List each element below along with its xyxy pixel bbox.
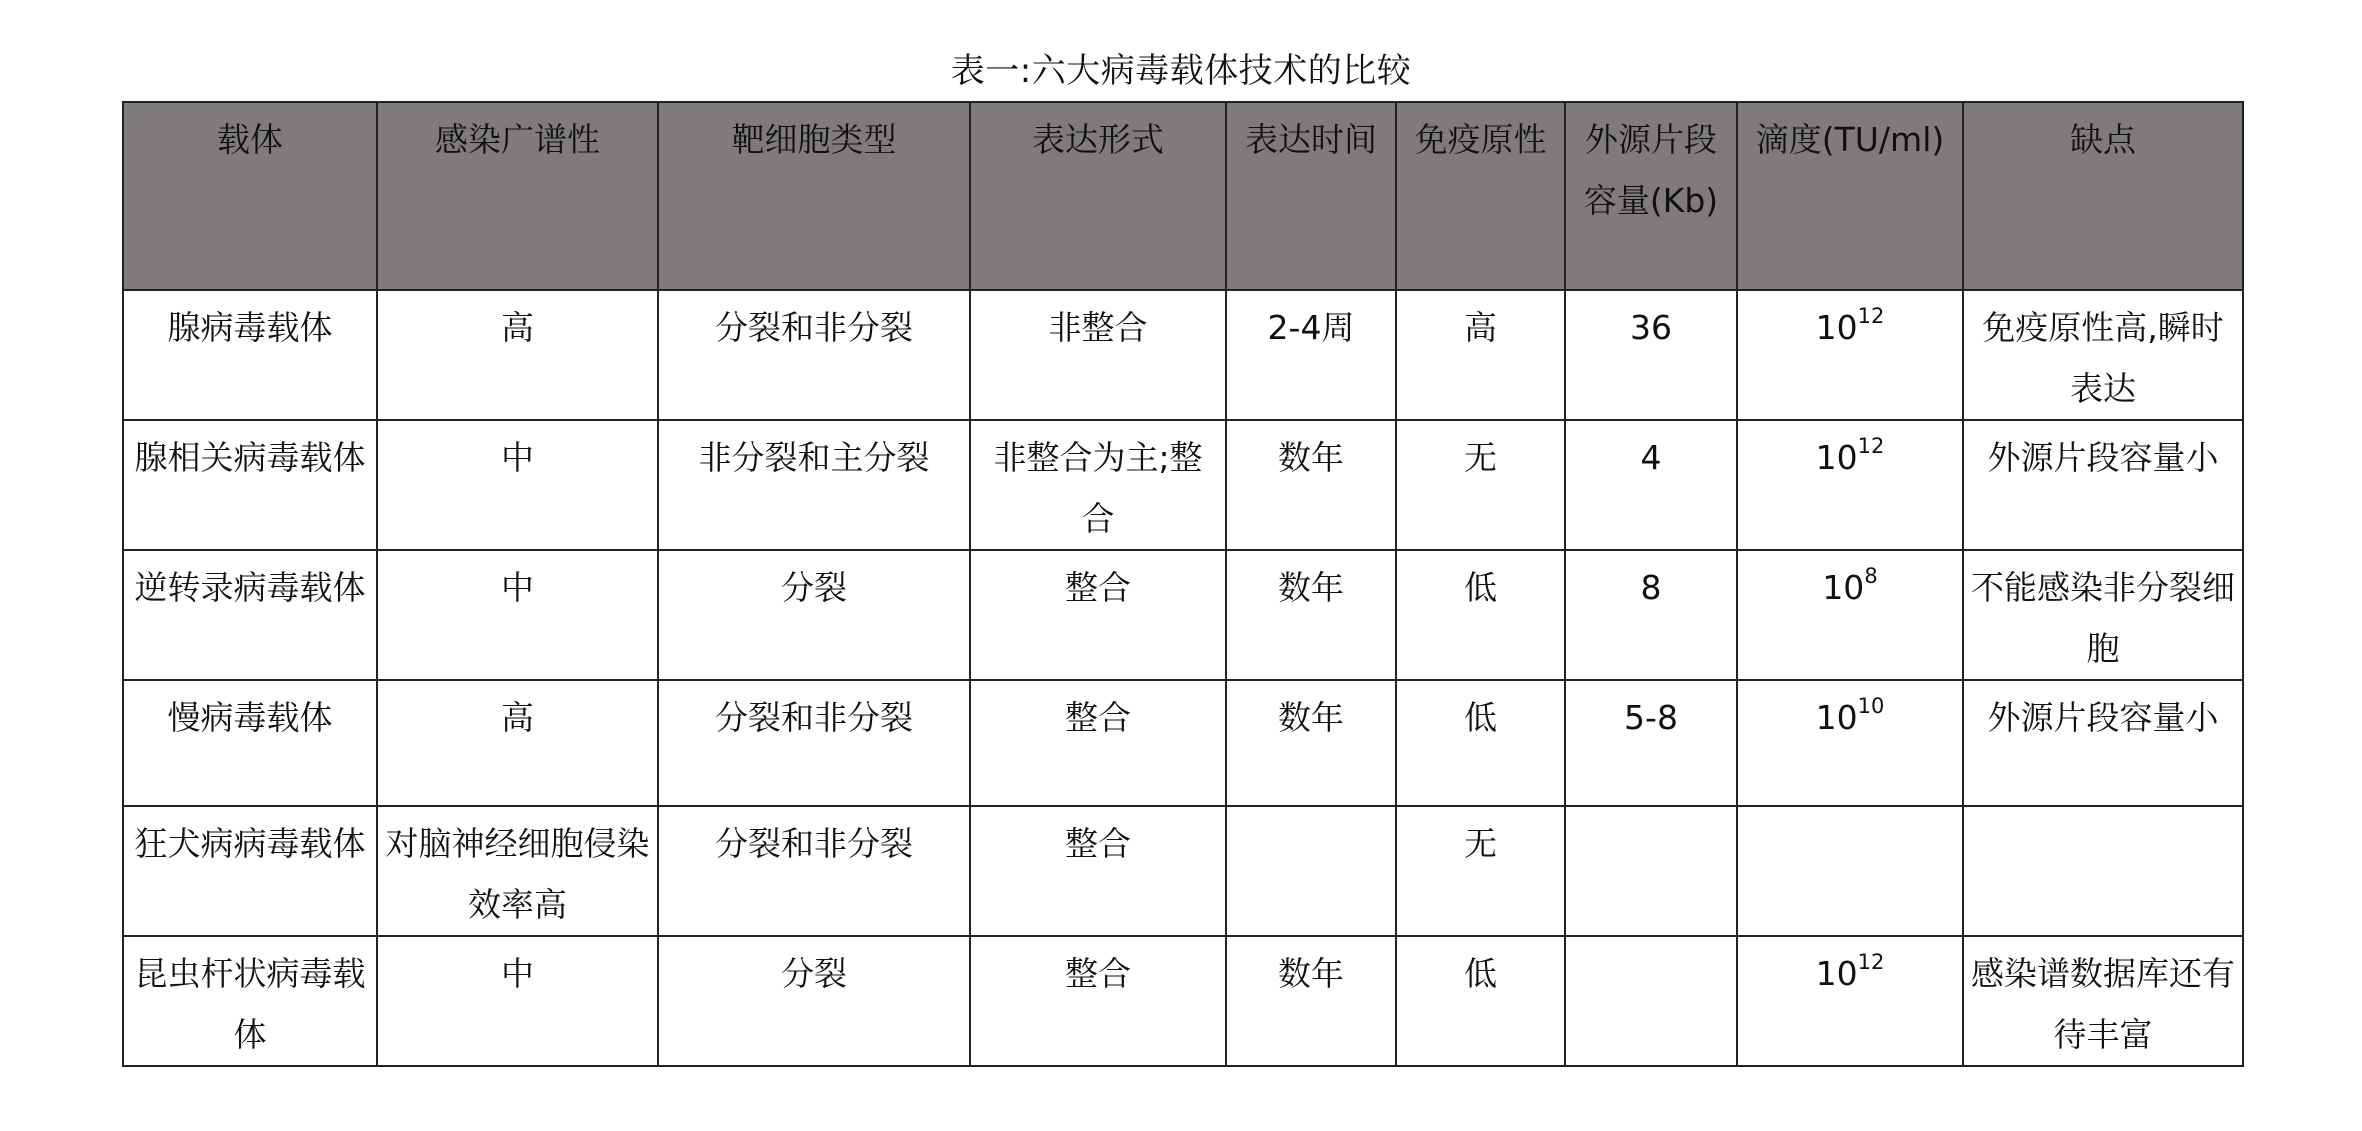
cell-titer [1737,290,1963,420]
titer-base: 10 [1815,954,1858,993]
cell-breadth: 中 [377,936,658,1066]
cell-capacity [1565,806,1737,936]
cell-expression: 非整合为主;整合 [970,420,1226,550]
titer-base: 10 [1815,698,1858,737]
cell-capacity: 36 [1565,290,1737,420]
cell-immunogenicity: 无 [1396,420,1565,550]
header-cell-titer: 滴度(TU/ml) [1737,102,1963,290]
cell-immunogenicity: 低 [1396,936,1565,1066]
header-cell-drawback: 缺点 [1963,102,2243,290]
cell-titer [1737,936,1963,1066]
cell-target: 分裂和非分裂 [658,290,970,420]
titer-base: 10 [1815,308,1858,347]
titer-exponent: 12 [1857,434,1885,458]
cell-breadth: 中 [377,550,658,680]
cell-vector: 慢病毒载体 [123,680,377,806]
titer-base: 10 [1815,438,1858,477]
table-caption: 表一:六大病毒载体技术的比较 [950,51,1412,91]
cell-target: 分裂和非分裂 [658,806,970,936]
titer-exponent: 8 [1864,564,1878,588]
header-cell-duration: 表达时间 [1226,102,1396,290]
header-cell-vector: 载体 [123,102,377,290]
cell-expression: 整合 [970,806,1226,936]
cell-capacity: 8 [1565,550,1737,680]
header-cell-target: 靶细胞类型 [658,102,970,290]
cell-target: 分裂和非分裂 [658,680,970,806]
cell-vector: 狂犬病病毒载体 [123,806,377,936]
cell-capacity: 5-8 [1565,680,1737,806]
cell-drawback: 感染谱数据库还有待丰富 [1963,936,2243,1066]
cell-titer [1737,680,1963,806]
cell-breadth: 高 [377,680,658,806]
cell-breadth: 高 [377,290,658,420]
cell-titer [1737,420,1963,550]
header-cell-breadth: 感染广谱性 [377,102,658,290]
cell-capacity [1565,936,1737,1066]
header-cell-capacity: 外源片段容量(Kb) [1565,102,1737,290]
cell-immunogenicity: 无 [1396,806,1565,936]
cell-drawback: 免疫原性高,瞬时表达 [1963,290,2243,420]
cell-breadth: 对脑神经细胞侵染效率高 [377,806,658,936]
cell-vector: 逆转录病毒载体 [123,550,377,680]
cell-duration: 2-4周 [1226,290,1396,420]
header-row [123,102,2243,290]
cell-capacity: 4 [1565,420,1737,550]
cell-drawback: 外源片段容量小 [1963,420,2243,550]
titer-base: 10 [1822,568,1865,607]
cell-titer [1737,806,1963,936]
cell-duration: 数年 [1226,550,1396,680]
cell-target: 分裂 [658,550,970,680]
cell-drawback: 不能感染非分裂细胞 [1963,550,2243,680]
cell-expression: 整合 [970,550,1226,680]
table-row [123,290,2243,420]
cell-expression: 整合 [970,936,1226,1066]
cell-duration: 数年 [1226,680,1396,806]
table-row [123,936,2243,1066]
table-row [123,550,2243,680]
titer-exponent: 12 [1857,950,1885,974]
titer-exponent: 10 [1857,694,1885,718]
cell-target: 分裂 [658,936,970,1066]
cell-target: 非分裂和主分裂 [658,420,970,550]
cell-vector: 腺病毒载体 [123,290,377,420]
cell-titer [1737,550,1963,680]
table-row [123,680,2243,806]
cell-duration: 数年 [1226,936,1396,1066]
cell-drawback [1963,806,2243,936]
header-cell-expression: 表达形式 [970,102,1226,290]
header-cell-immunogenicity: 免疫原性 [1396,102,1565,290]
cell-expression: 非整合 [970,290,1226,420]
cell-breadth: 中 [377,420,658,550]
cell-immunogenicity: 低 [1396,550,1565,680]
cell-vector: 昆虫杆状病毒载体 [123,936,377,1066]
titer-exponent: 12 [1857,304,1885,328]
cell-duration [1226,806,1396,936]
cell-duration: 数年 [1226,420,1396,550]
cell-drawback: 外源片段容量小 [1963,680,2243,806]
table-row [123,806,2243,936]
table-row [123,420,2243,550]
cell-expression: 整合 [970,680,1226,806]
cell-vector: 腺相关病毒载体 [123,420,377,550]
cell-immunogenicity: 低 [1396,680,1565,806]
cell-immunogenicity: 高 [1396,290,1565,420]
vector-comparison-table [122,101,2244,1067]
